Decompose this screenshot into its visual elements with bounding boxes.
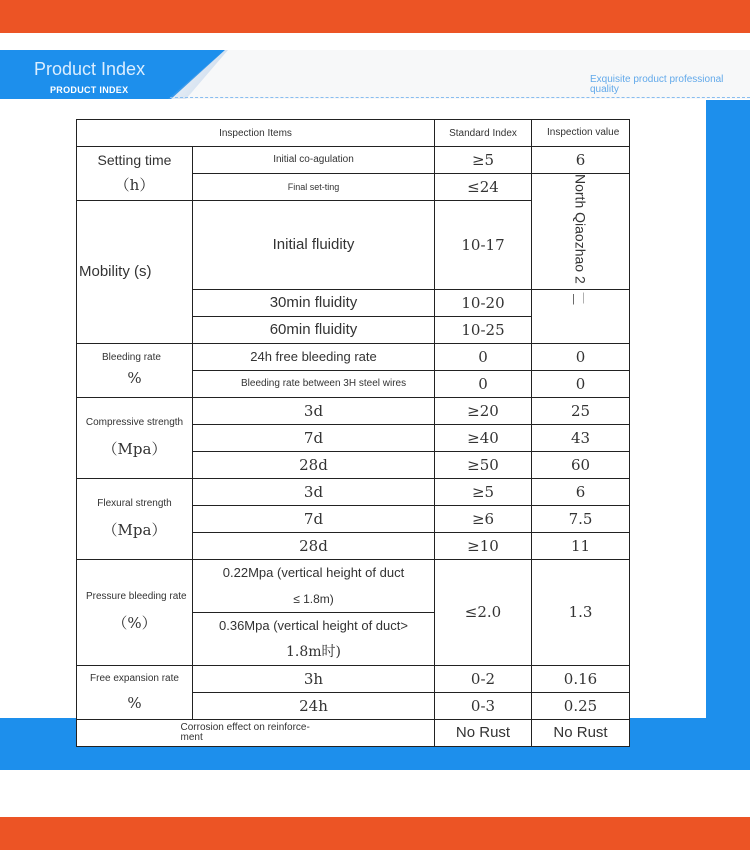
pressure-bleeding-unit: （%） bbox=[112, 613, 157, 632]
section-subtitle: PRODUCT INDEX bbox=[50, 85, 129, 95]
corrosion-label-text: Corrosion effect on reinforce-ment bbox=[180, 721, 310, 743]
bleeding-rate-unit: % bbox=[127, 369, 142, 388]
mobility-value: | ｜ bbox=[532, 289, 630, 343]
mobility-label: Mobility (s) bbox=[77, 201, 193, 344]
flexural-28d-val: 11 bbox=[532, 532, 630, 559]
header-inspection-value: Inspection value bbox=[532, 120, 630, 147]
expansion-24h-val: 0.25 bbox=[532, 692, 630, 719]
flexural-28d-std: ≥10 bbox=[435, 532, 532, 559]
fluidity-60min-std: 10-25 bbox=[435, 316, 532, 343]
expansion-24h: 24h bbox=[193, 692, 435, 719]
pressure-036mpa-line1: 0.36Mpa (vertical height of duct> bbox=[219, 617, 408, 633]
header-inspection-items: Inspection Items bbox=[77, 120, 435, 147]
product-index-table bbox=[76, 119, 630, 747]
steel-wire-bleeding: Bleeding rate between 3H steel wires bbox=[193, 370, 435, 397]
bleeding-rate-label: Bleeding rate bbox=[102, 352, 161, 364]
free-bleeding-rate: 24h free bleeding rate bbox=[193, 343, 435, 370]
header-standard-index: Standard Index bbox=[435, 120, 532, 147]
corrosion-label bbox=[77, 719, 435, 746]
pressure-036mpa bbox=[193, 612, 435, 665]
expansion-3h-val: 0.16 bbox=[532, 665, 630, 692]
table-row bbox=[77, 147, 630, 174]
bottom-orange-bar bbox=[0, 817, 750, 850]
initial-coagulation: Initial co-agulation bbox=[193, 147, 435, 174]
pressure-022mpa bbox=[193, 559, 435, 612]
steel-wire-bleeding-std: 0 bbox=[435, 370, 532, 397]
compressive-7d-val: 43 bbox=[532, 424, 630, 451]
table-row bbox=[77, 397, 630, 424]
pressure-bleeding-label: Pressure bleeding rate bbox=[86, 590, 187, 602]
table-row bbox=[77, 559, 630, 612]
compressive-3d-std: ≥20 bbox=[435, 397, 532, 424]
compressive-unit: （Mpa） bbox=[102, 439, 167, 458]
flexural-7d: 7d bbox=[193, 505, 435, 532]
corrosion-val: No Rust bbox=[532, 719, 630, 746]
final-setting-val-cell bbox=[532, 174, 630, 290]
expansion-24h-std: 0-3 bbox=[435, 692, 532, 719]
fluidity-30min-std: 10-20 bbox=[435, 289, 532, 316]
pressure-bleeding-std: ≤2.0 bbox=[435, 559, 532, 665]
compressive-7d: 7d bbox=[193, 424, 435, 451]
compressive-label: Compressive strength bbox=[85, 416, 184, 428]
fluidity-60min: 60min fluidity bbox=[193, 316, 435, 343]
setting-time-label: Setting time bbox=[97, 152, 172, 168]
setting-time-unit: （h） bbox=[114, 176, 155, 194]
flexural-3d: 3d bbox=[193, 478, 435, 505]
section-title: Product Index bbox=[34, 59, 146, 79]
table-row bbox=[77, 719, 630, 746]
flexural-7d-std: ≥6 bbox=[435, 505, 532, 532]
header-dashed-divider bbox=[170, 97, 750, 98]
expansion-3h-std: 0-2 bbox=[435, 665, 532, 692]
free-bleeding-val: 0 bbox=[532, 343, 630, 370]
initial-fluidity: Initial fluidity bbox=[193, 201, 435, 290]
final-setting-std: ≤24 bbox=[435, 174, 532, 201]
free-expansion-cell bbox=[77, 665, 193, 719]
pressure-036mpa-line2: 1.8m时) bbox=[285, 643, 341, 660]
compressive-28d-val: 60 bbox=[532, 451, 630, 478]
flexural-3d-val: 6 bbox=[532, 478, 630, 505]
initial-fluidity-std: 10-17 bbox=[435, 201, 532, 290]
table-row bbox=[77, 665, 630, 692]
pressure-022mpa-line1: 0.22Mpa (vertical height of duct bbox=[222, 564, 405, 580]
flexural-label: Flexural strength bbox=[97, 497, 172, 509]
right-blue-panel bbox=[706, 100, 750, 770]
compressive-cell bbox=[77, 397, 193, 478]
compressive-3d: 3d bbox=[193, 397, 435, 424]
table-header-row bbox=[77, 120, 630, 147]
fluidity-30min: 30min fluidity bbox=[193, 289, 435, 316]
pressure-bleeding-cell bbox=[77, 559, 193, 665]
initial-coagulation-std: ≥5 bbox=[435, 147, 532, 174]
flexural-unit: （Mpa） bbox=[102, 520, 167, 539]
bleeding-rate-cell bbox=[77, 343, 193, 397]
final-setting-val: North Qiaozhao 2 bbox=[572, 174, 589, 284]
initial-coagulation-val: 6 bbox=[532, 147, 630, 174]
flexural-3d-std: ≥5 bbox=[435, 478, 532, 505]
compressive-7d-std: ≥40 bbox=[435, 424, 532, 451]
corrosion-std: No Rust bbox=[435, 719, 532, 746]
free-bleeding-std: 0 bbox=[435, 343, 532, 370]
tagline: Exquisite product professional quality bbox=[590, 74, 724, 95]
final-setting: Final set-ting bbox=[193, 174, 435, 201]
free-expansion-label: Free expansion rate bbox=[90, 672, 179, 684]
flexural-28d: 28d bbox=[193, 532, 435, 559]
setting-time-cell bbox=[77, 147, 193, 201]
pressure-022mpa-line2: ≤ 1.8m) bbox=[293, 591, 334, 606]
flexural-7d-val: 7.5 bbox=[532, 505, 630, 532]
compressive-28d-std: ≥50 bbox=[435, 451, 532, 478]
flexural-cell bbox=[77, 478, 193, 559]
compressive-3d-val: 25 bbox=[532, 397, 630, 424]
table-row bbox=[77, 343, 630, 370]
free-expansion-unit: % bbox=[127, 693, 142, 712]
pressure-bleeding-val: 1.3 bbox=[532, 559, 630, 665]
compressive-28d: 28d bbox=[193, 451, 435, 478]
table-row bbox=[77, 478, 630, 505]
top-orange-bar bbox=[0, 0, 750, 33]
steel-wire-bleeding-val: 0 bbox=[532, 370, 630, 397]
expansion-3h: 3h bbox=[193, 665, 435, 692]
